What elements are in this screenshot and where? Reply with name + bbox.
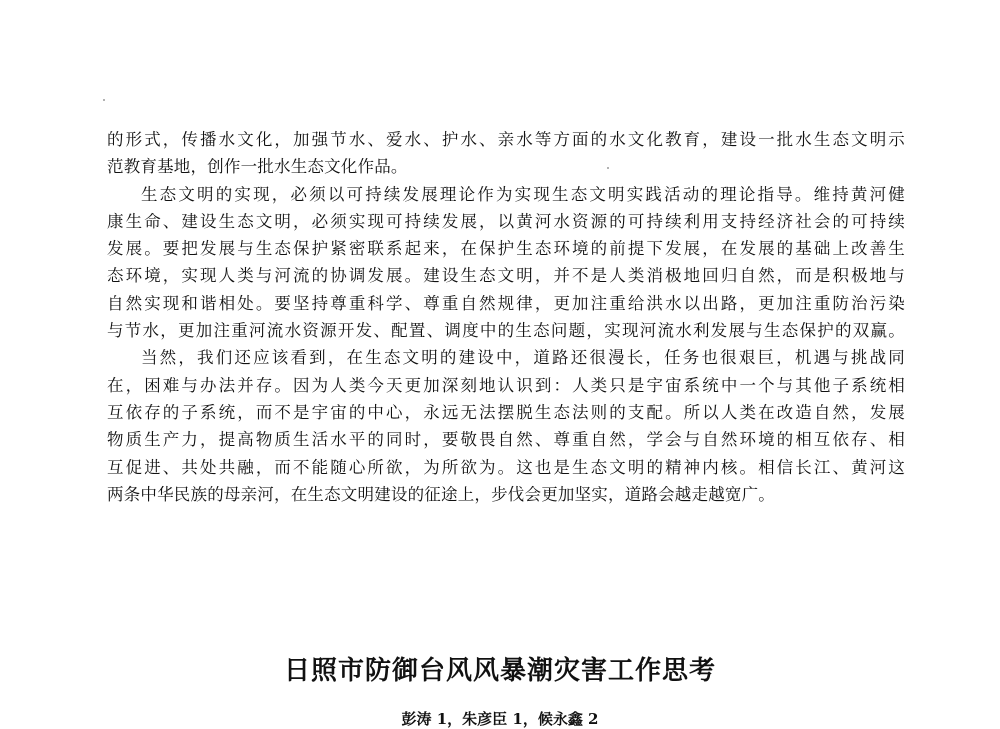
text-line: 自然实现和谐相处。要坚持尊重科学、尊重自然规律，更加注重给洪水以出路，更加注重防治污染 [107,293,905,313]
paragraph [107,126,905,181]
paragraph [107,344,905,508]
text-line: 康生命、建设生态文明，必须实现可持续发展，以黄河水资源的可持续利用支持经济社会的可持续 [107,211,905,231]
scan-speck [103,99,105,101]
text-line: 与节水，更加注重河流水资源开发、配置、调度中的生态问题，实现河流水利发展与生态保护的双赢。 [107,321,905,341]
text-line: 发展。要把发展与生态保护紧密联系起来，在保护生态环境的前提下发展，在发展的基础上改善生 [107,239,905,259]
body-text [107,126,905,508]
text-line: 当然，我们还应该看到，在生态文明的建设中，道路还很漫长，任务也很艰巨，机遇与挑战同 [141,348,905,368]
text-line: 两条中华民族的母亲河，在生态文明建设的征途上，步伐会更加坚实，道路会越走越宽广。 [107,484,775,504]
section-title: 日照市防御台风风暴潮灾害工作思考 [283,656,716,686]
author-line: 彭涛 1，朱彦臣 1，候永鑫 2 [401,710,599,728]
text-line: 互依存的子系统，而不是宇宙的中心，永远无法摆脱生态法则的支配。所以人类在改造自然，发展 [107,402,905,422]
text-line: 生态文明的实现，必须以可持续发展理论作为实现生态文明实践活动的理论指导。维持黄河健 [141,184,905,204]
text-line: 范教育基地，创作一批水生态文化作品。 [107,157,408,177]
text-line: 在，困难与办法并存。因为人类今天更加深刻地认识到：人类只是宇宙系统中一个与其他子系统相 [107,375,905,395]
text-line: 的形式，传播水文化，加强节水、爱水、护水、亲水等方面的水文化教育，建设一批水生态文明示 [107,130,905,149]
text-line: 互促进、共处共融，而不能随心所欲，为所欲为。这也是生态文明的精神内核。相信长江、黄河这 [107,457,905,477]
paragraph [107,181,905,345]
text-line: 态环境，实现人类与河流的协调发展。建设生态文明，并不是人类消极地回归自然，而是积极地与 [107,266,905,286]
text-line: 物质生产力，提高物质生活水平的同时，要敬畏自然、尊重自然，学会与自然环境的相互依存、相 [107,430,905,450]
